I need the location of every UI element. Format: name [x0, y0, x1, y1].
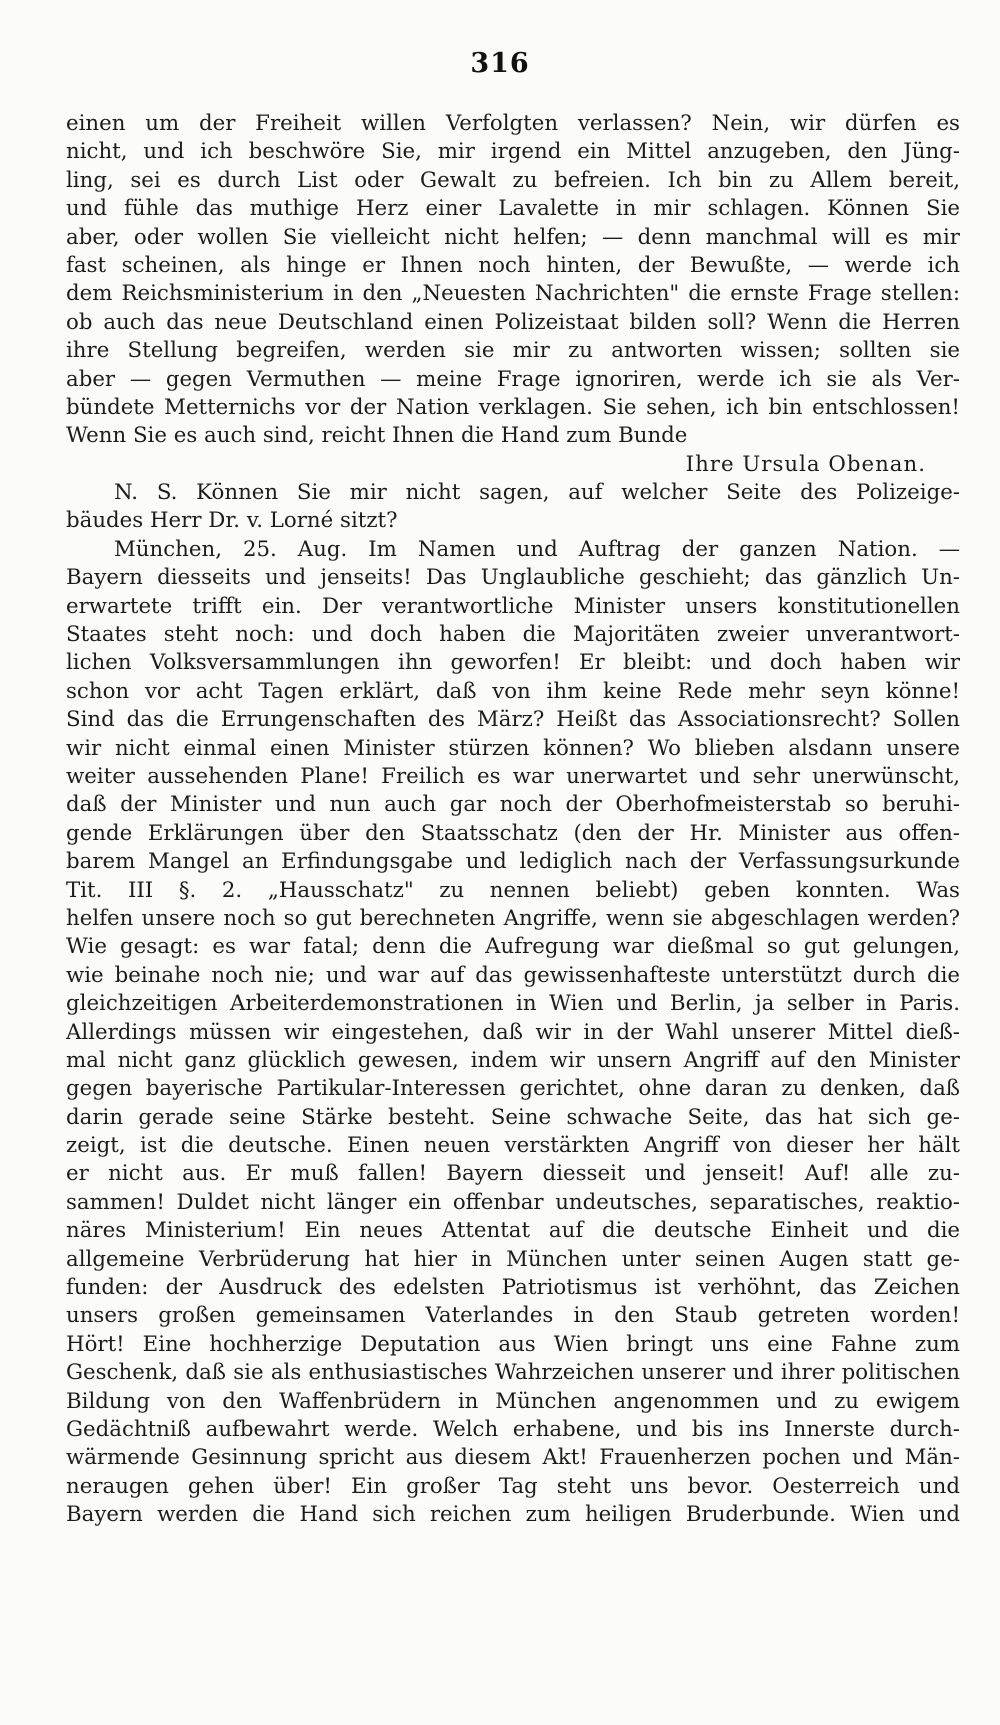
text-line: schon vor acht Tagen erklärt, daß von ihm keine Rede mehr seyn könne! — [66, 678, 960, 704]
text-line: helfen unsere noch so gut berechneten Angriffe, wenn sie abgeschlagen werden? — [66, 905, 960, 931]
text-line: allgemeine Verbrüderung hat hier in München unter seinen Augen statt ge- — [66, 1246, 960, 1272]
text-line: dem Reichsministerium in den „Neuesten Nachrichten" die ernste Frage stellen: — [66, 281, 960, 307]
text-line: er nicht aus. Er muß fallen! Bayern diesseit und jenseit! Auf! alle zu- — [66, 1161, 960, 1187]
text-line: darin gerade seine Stärke besteht. Seine schwache Seite, das hat sich ge- — [66, 1104, 960, 1130]
signature-line: Ihre Ursula Obenan. — [685, 451, 926, 477]
text-line: funden: der Ausdruck des edelsten Patriotismus ist verhöhnt, das Zeichen — [66, 1275, 960, 1301]
text-line: lichen Volksversammlungen ihn geworfen! Er bleibt: und doch haben wir — [66, 650, 960, 676]
text-line: nicht, und ich beschwöre Sie, mir irgend ein Mittel anzugeben, den Jüng- — [66, 139, 960, 165]
text-line: sammen! Duldet nicht länger ein offenbar undeutsches, separatisches, reaktio- — [66, 1189, 960, 1215]
text-line: Tit. III §. 2. „Hausschatz" zu nennen beliebt) geben konnten. Was — [66, 877, 960, 903]
text-line: Wie gesagt: es war fatal; denn die Aufregung war dießmal so gut gelungen, — [66, 934, 960, 960]
text-line: weiter aussehenden Plane! Freilich es war unerwartet und sehr unerwünscht, — [66, 763, 960, 789]
text-line: Bildung von den Waffenbrüdern in München angenommen und zu ewigem — [66, 1388, 960, 1414]
text-line: einen um der Freiheit willen Verfolgten verlassen? Nein, wir dürfen es — [66, 111, 960, 136]
text-line: ob auch das neue Deutschland einen Polizeistaat bilden soll? Wenn die Herren — [66, 309, 960, 335]
text-line: ihre Stellung begreifen, werden sie mir zu antworten wissen; sollten sie — [66, 338, 960, 364]
text-line: mal nicht ganz glücklich gewesen, indem wir unsern Angriff auf den Minister — [66, 1047, 960, 1073]
text-line: N. S. Können Sie mir nicht sagen, auf welcher Seite des Polizeige- — [114, 480, 960, 506]
text-line: neraugen gehen über! Ein großer Tag steht uns bevor. Oesterreich und — [66, 1473, 960, 1499]
text-line: wie beinahe noch nie; und war auf das gewissenhafteste unterstützt durch die — [66, 962, 960, 988]
text-line: näres Ministerium! Ein neues Attentat auf die deutsche Einheit und die — [66, 1218, 960, 1244]
body-text — [66, 110, 960, 1530]
text-line: Staates steht noch: und doch haben die Majoritäten zweier unverantwort- — [66, 622, 960, 648]
text-line: erwartete trifft ein. Der verantwortliche Minister unsers konstitutionellen — [66, 593, 960, 619]
text-line: fast scheinen, als hinge er Ihnen noch hinten, der Bewußte, — werde ich — [66, 252, 960, 278]
text-line: Sind das die Errungenschaften des März? Heißt das Associationsrecht? Sollen — [66, 707, 960, 733]
text-line: aber, oder wollen Sie vielleicht nicht helfen; — denn manchmal will es mir — [66, 224, 960, 250]
text-line: Hört! Eine hochherzige Deputation aus Wien bringt uns eine Fahne zum — [66, 1331, 960, 1357]
text-line: daß der Minister und nun auch gar noch der Oberhofmeisterstab so beruhi- — [66, 792, 960, 818]
text-line: wir nicht einmal einen Minister stürzen können? Wo blieben alsdann unsere — [66, 735, 960, 761]
text-line: Bayern werden die Hand sich reichen zum heiligen Bruderbunde. Wien und — [66, 1502, 960, 1528]
text-line: gleichzeitigen Arbeiterdemonstrationen in Wien und Berlin, ja selber in Paris. — [66, 991, 960, 1017]
text-line: Gedächtniß aufbewahrt werde. Welch erhabene, und bis ins Innerste durch- — [66, 1416, 960, 1442]
text-line: München, 25. Aug. Im Namen und Auftrag der ganzen Nation. — — [114, 536, 960, 562]
text-line: barem Mangel an Erfindungsgabe und lediglich nach der Verfassungsurkunde — [66, 849, 960, 875]
text-line: und fühle das muthige Herz einer Lavalette in mir schlagen. Können Sie — [66, 196, 960, 222]
page-number: 316 — [470, 48, 530, 79]
text-line: bäudes Herr Dr. v. Lorné sitzt? — [66, 508, 398, 534]
text-line: Allerdings müssen wir eingestehen, daß wir in der Wahl unserer Mittel dieß- — [66, 1019, 960, 1045]
text-line: ling, sei es durch List oder Gewalt zu befreien. Ich bin zu Allem bereit, — [66, 167, 960, 193]
text-line: Bayern diesseits und jenseits! Das Unglaubliche geschieht; das gänzlich Un- — [66, 565, 960, 591]
text-line: Wenn Sie es auch sind, reicht Ihnen die Hand zum Bunde — [66, 423, 688, 449]
text-line: gende Erklärungen über den Staatsschatz (den der Hr. Minister aus offen- — [66, 820, 960, 846]
text-line: Geschenk, daß sie als enthusiastisches Wahrzeichen unserer und ihrer politischen — [66, 1360, 960, 1386]
text-line: zeigt, ist die deutsche. Einen neuen verstärkten Angriff von dieser her hält — [66, 1133, 960, 1159]
text-line: unsers großen gemeinsamen Vaterlandes in den Staub getreten worden! — [66, 1303, 960, 1329]
text-line: aber — gegen Vermuthen — meine Frage ignoriren, werde ich sie als Ver- — [66, 366, 960, 392]
text-line: gegen bayerische Partikular-Interessen gerichtet, ohne daran zu denken, daß — [66, 1076, 960, 1102]
text-line: bündete Metternichs vor der Nation verklagen. Sie sehen, ich bin entschlossen! — [66, 394, 960, 420]
text-line: wärmende Gesinnung spricht aus diesem Akt! Frauenherzen pochen und Män- — [66, 1445, 960, 1471]
